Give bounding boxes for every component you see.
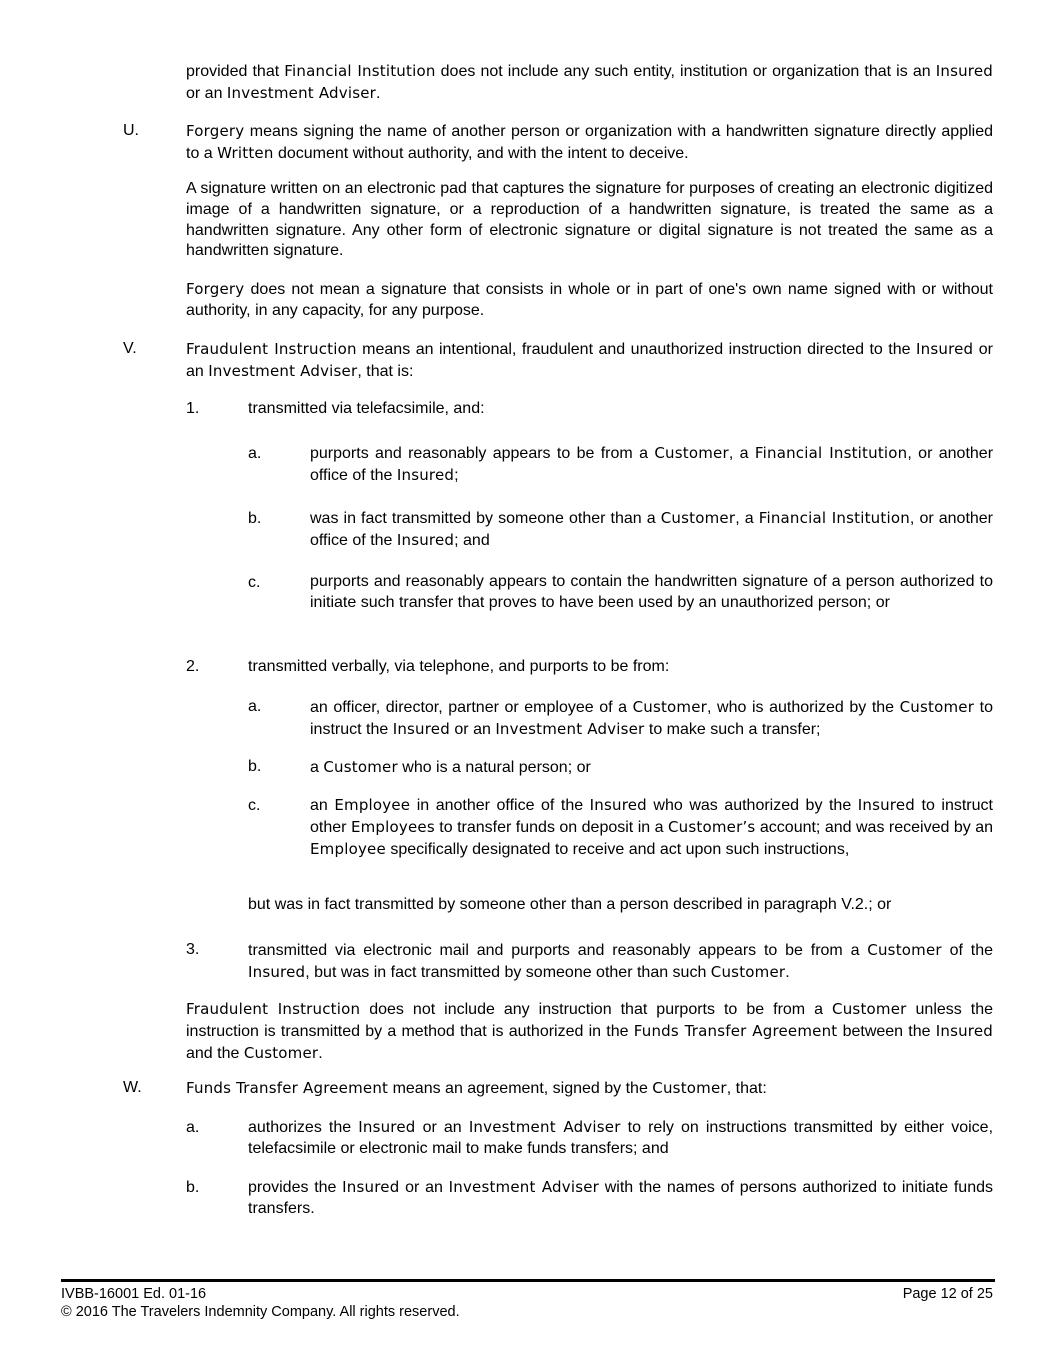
electronic-signature-paragraph: A signature written on an electronic pad that captures the signature for purposes of creating an electronic digitized image of a handwritten signature, or a reproduction of a handwritten signature, is treated the same as a handwritten signature. Any other form of electronic signature or digital signature is not treated the same as a handwritten signature. xyxy=(186,180,993,260)
item-marker-v1: 1. xyxy=(186,400,200,417)
item-v1a-text: purports and reasonably appears to be from a Customer, a Financial Institution, or another office of the Insured; xyxy=(310,444,994,484)
form-id: IVBB-16001 Ed. 01-16 xyxy=(61,1286,207,1302)
item-marker-v2c: c. xyxy=(248,797,261,814)
footer-rule xyxy=(61,1279,995,1282)
section-marker-v: V. xyxy=(123,340,137,357)
item-marker-wb: b. xyxy=(186,1179,200,1196)
fraudulent-instruction-exclusion: Fraudulent Instruction does not include any instruction that purports to be from a Customer unless the instruction is transmitted by a method that is authorized in the Funds Transfer Agreement between the Insured and the Customer. xyxy=(186,1000,994,1062)
forgery-exclusion: Forgery does not mean a signature that consists in whole or in part of one's own name signed with or without authority, in any capacity, for any purpose. xyxy=(186,280,993,319)
item-v3-text: transmitted via electronic mail and purports and reasonably appears to be from a Customer of the Insured, but was in fact transmitted by someone other than such Customer. xyxy=(248,941,993,981)
item-marker-wa: a. xyxy=(186,1119,200,1136)
item-marker-v3: 3. xyxy=(186,941,200,958)
item-v2b-text: a Customer who is a natural person; or xyxy=(310,758,591,776)
item-marker-v1a: a. xyxy=(248,445,262,462)
item-wa-text: authorizes the Insured or an Investment Adviser to rely on instructions transmitted by either voice, telefacsimile or electronic mail to make funds transfers; and xyxy=(248,1118,994,1157)
item-marker-v1c: c. xyxy=(248,574,261,591)
item-v1c-text: purports and reasonably appears to contain the handwritten signature of a person authorized to initiate such transfer that proves to have been used by an unauthorized person; or xyxy=(310,573,993,611)
section-marker-w: W. xyxy=(123,1079,142,1096)
item-wb-text: provides the Insured or an Investment Adviser with the names of persons authorized to initiate funds transfers. xyxy=(248,1178,993,1217)
page-number: Page 12 of 25 xyxy=(902,1286,993,1302)
funds-transfer-agreement-definition: Funds Transfer Agreement means an agreement, signed by the Customer, that: xyxy=(186,1079,767,1097)
item-v2c-text: an Employee in another office of the Insured who was authorized by the Insured to instruct other Employees to transfer funds on deposit in a Customer’s account; and was received by an Employee specifically designated to receive and act upon such instructions, xyxy=(310,796,993,858)
forgery-definition: Forgery means signing the name of another person or organization with a handwritten signature directly applied to a Written document without authority, and with the intent to deceive. xyxy=(186,122,993,162)
item-v2-text: transmitted verbally, via telephone, and purports to be from: xyxy=(248,658,670,675)
copyright-notice: © 2016 The Travelers Indemnity Company. All rights reserved. xyxy=(61,1304,460,1320)
item-v2-tail: but was in fact transmitted by someone other than a person described in paragraph V.2.; or xyxy=(248,896,892,913)
section-marker-u: U. xyxy=(123,122,139,139)
item-marker-v2: 2. xyxy=(186,658,200,675)
item-marker-v2b: b. xyxy=(248,758,262,775)
item-v1-text: transmitted via telefacsimile, and: xyxy=(248,400,485,417)
item-marker-v1b: b. xyxy=(248,510,262,527)
item-v2a-text: an officer, director, partner or employee of a Customer, who is authorized by the Customer to instruct the Insured or an Investment Adviser to make such a transfer; xyxy=(310,698,993,738)
t-continuation: provided that Financial Institution does not include any such entity, institution or organization that is an Insured or an Investment Adviser. xyxy=(186,62,993,102)
item-marker-v2a: a. xyxy=(248,698,262,715)
fraudulent-instruction-definition: Fraudulent Instruction means an intentional, fraudulent and unauthorized instruction directed to the Insured or an Investment Adviser, that is: xyxy=(186,340,993,380)
item-v1b-text: was in fact transmitted by someone other than a Customer, a Financial Institution, or another office of the Insured; and xyxy=(310,509,994,549)
